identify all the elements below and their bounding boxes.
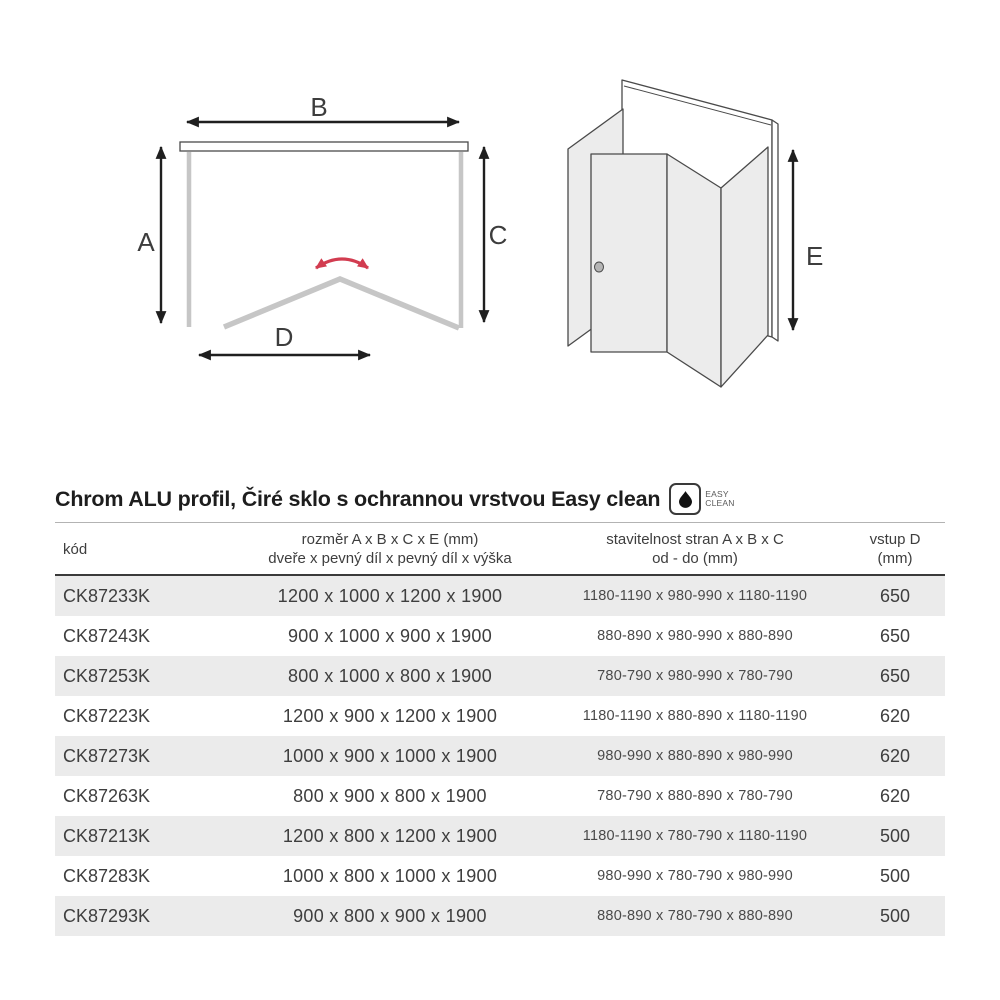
cell-product-code: CK87213K: [63, 825, 151, 846]
cell-entry-width: 500: [879, 905, 911, 926]
section-title: Chrom ALU profil, Čiré sklo s ochrannou vrstvou Easy clean: [55, 486, 661, 511]
cell-adjustability: 780-790 x 980-990 x 780-790: [597, 668, 793, 685]
cell-dimensions: 1000 x 900 x 1000 x 1900: [282, 745, 498, 766]
dimension-label-e: E: [806, 241, 824, 271]
bifold-door-glass: [224, 279, 459, 328]
header-adjustability-line1: stavitelnost stran A x B x C: [606, 531, 784, 548]
fold-panel-inner: [667, 154, 721, 387]
dimension-label-b: B: [310, 92, 328, 122]
door-panel: [591, 154, 667, 352]
easy-clean-badge-label: [705, 490, 734, 509]
badge-label-line1: EASY: [705, 488, 729, 499]
perspective-view-schematic: [568, 80, 823, 387]
header-adjustability-line2: od - do (mm): [652, 550, 738, 568]
column-header-dimensions: [235, 523, 545, 576]
back-panel-side-edge: [772, 120, 778, 341]
badge-label-line2: CLEAN: [705, 498, 735, 508]
header-row: [55, 523, 945, 576]
cell-dimensions: 800 x 1000 x 800 x 1900: [287, 665, 493, 686]
cell-dimensions: 1200 x 800 x 1200 x 1900: [282, 825, 498, 846]
cell-dimensions: 900 x 1000 x 900 x 1900: [287, 625, 493, 646]
table-row: [55, 896, 945, 936]
cell-dimensions: 1200 x 900 x 1200 x 1900: [282, 705, 498, 726]
table-row: [55, 816, 945, 856]
table-row: [55, 575, 945, 616]
dimension-diagrams: [0, 0, 1000, 470]
cell-adjustability: 1180-1190 x 780-790 x 1180-1190: [582, 828, 808, 845]
cell-entry-width: 650: [879, 625, 911, 646]
top-view-schematic: [137, 92, 507, 355]
easy-clean-badge: [669, 483, 734, 515]
wall-profile-bar: [180, 142, 468, 151]
cell-entry-width: 620: [879, 785, 911, 806]
cell-product-code: CK87233K: [63, 585, 151, 606]
cell-product-code: CK87263K: [63, 785, 151, 806]
cell-product-code: CK87293K: [63, 905, 151, 926]
cell-dimensions: 1200 x 1000 x 1200 x 1900: [277, 585, 503, 606]
spec-table-header: [55, 523, 945, 576]
header-dimensions-line2: dveře x pevný díl x pevný díl x výška: [268, 550, 512, 568]
cell-entry-width: 620: [879, 705, 911, 726]
easy-clean-badge-box: [669, 483, 701, 515]
cell-dimensions: 1000 x 800 x 1000 x 1900: [282, 865, 498, 886]
door-handle-icon: [595, 262, 604, 272]
column-header-adjustability: [545, 523, 845, 576]
door-swing-arrow-icon: [316, 259, 368, 268]
fold-panel-outer: [721, 147, 768, 387]
column-header-entry: [845, 523, 945, 576]
table-row: [55, 736, 945, 776]
cell-entry-width: 500: [879, 865, 911, 886]
spec-table: [55, 522, 945, 936]
header-entry-line2: (mm): [877, 550, 913, 568]
cell-dimensions: 800 x 900 x 800 x 1900: [293, 785, 487, 806]
cell-product-code: CK87243K: [63, 625, 151, 646]
cell-entry-width: 650: [879, 585, 911, 606]
table-row: [55, 696, 945, 736]
table-row: [55, 656, 945, 696]
cell-adjustability: 980-990 x 780-790 x 980-990: [597, 868, 793, 885]
cell-product-code: CK87223K: [63, 705, 151, 726]
cell-adjustability: 880-890 x 980-990 x 880-890: [597, 628, 793, 645]
table-row: [55, 856, 945, 896]
cell-entry-width: 650: [879, 665, 911, 686]
header-code-label: kód: [63, 540, 88, 558]
dimension-label-c: C: [488, 220, 508, 250]
header-entry-line1: vstup D: [869, 531, 921, 548]
column-header-code: [55, 523, 235, 576]
cell-adjustability: 1180-1190 x 880-890 x 1180-1190: [582, 708, 808, 725]
cell-entry-width: 620: [879, 745, 911, 766]
cell-entry-width: 500: [879, 825, 911, 846]
section-title-row: [55, 482, 945, 516]
cell-adjustability: 1180-1190 x 980-990 x 1180-1190: [582, 588, 808, 605]
spec-section: [55, 482, 945, 936]
cell-adjustability: 980-990 x 880-890 x 980-990: [597, 748, 793, 765]
cell-product-code: CK87253K: [63, 665, 151, 686]
table-row: [55, 616, 945, 656]
dimension-label-a: A: [137, 227, 155, 257]
water-drop-icon: [679, 491, 692, 508]
cell-adjustability: 780-790 x 880-890 x 780-790: [597, 788, 793, 805]
cell-adjustability: 880-890 x 780-790 x 880-890: [597, 908, 793, 925]
spec-table-body: [55, 575, 945, 936]
cell-product-code: CK87283K: [63, 865, 151, 886]
cell-dimensions: 900 x 800 x 900 x 1900: [293, 905, 487, 926]
table-row: [55, 776, 945, 816]
dimension-label-d: D: [274, 322, 294, 352]
cell-product-code: CK87273K: [63, 745, 151, 766]
header-dimensions-line1: rozměr A x B x C x E (mm): [301, 531, 479, 548]
